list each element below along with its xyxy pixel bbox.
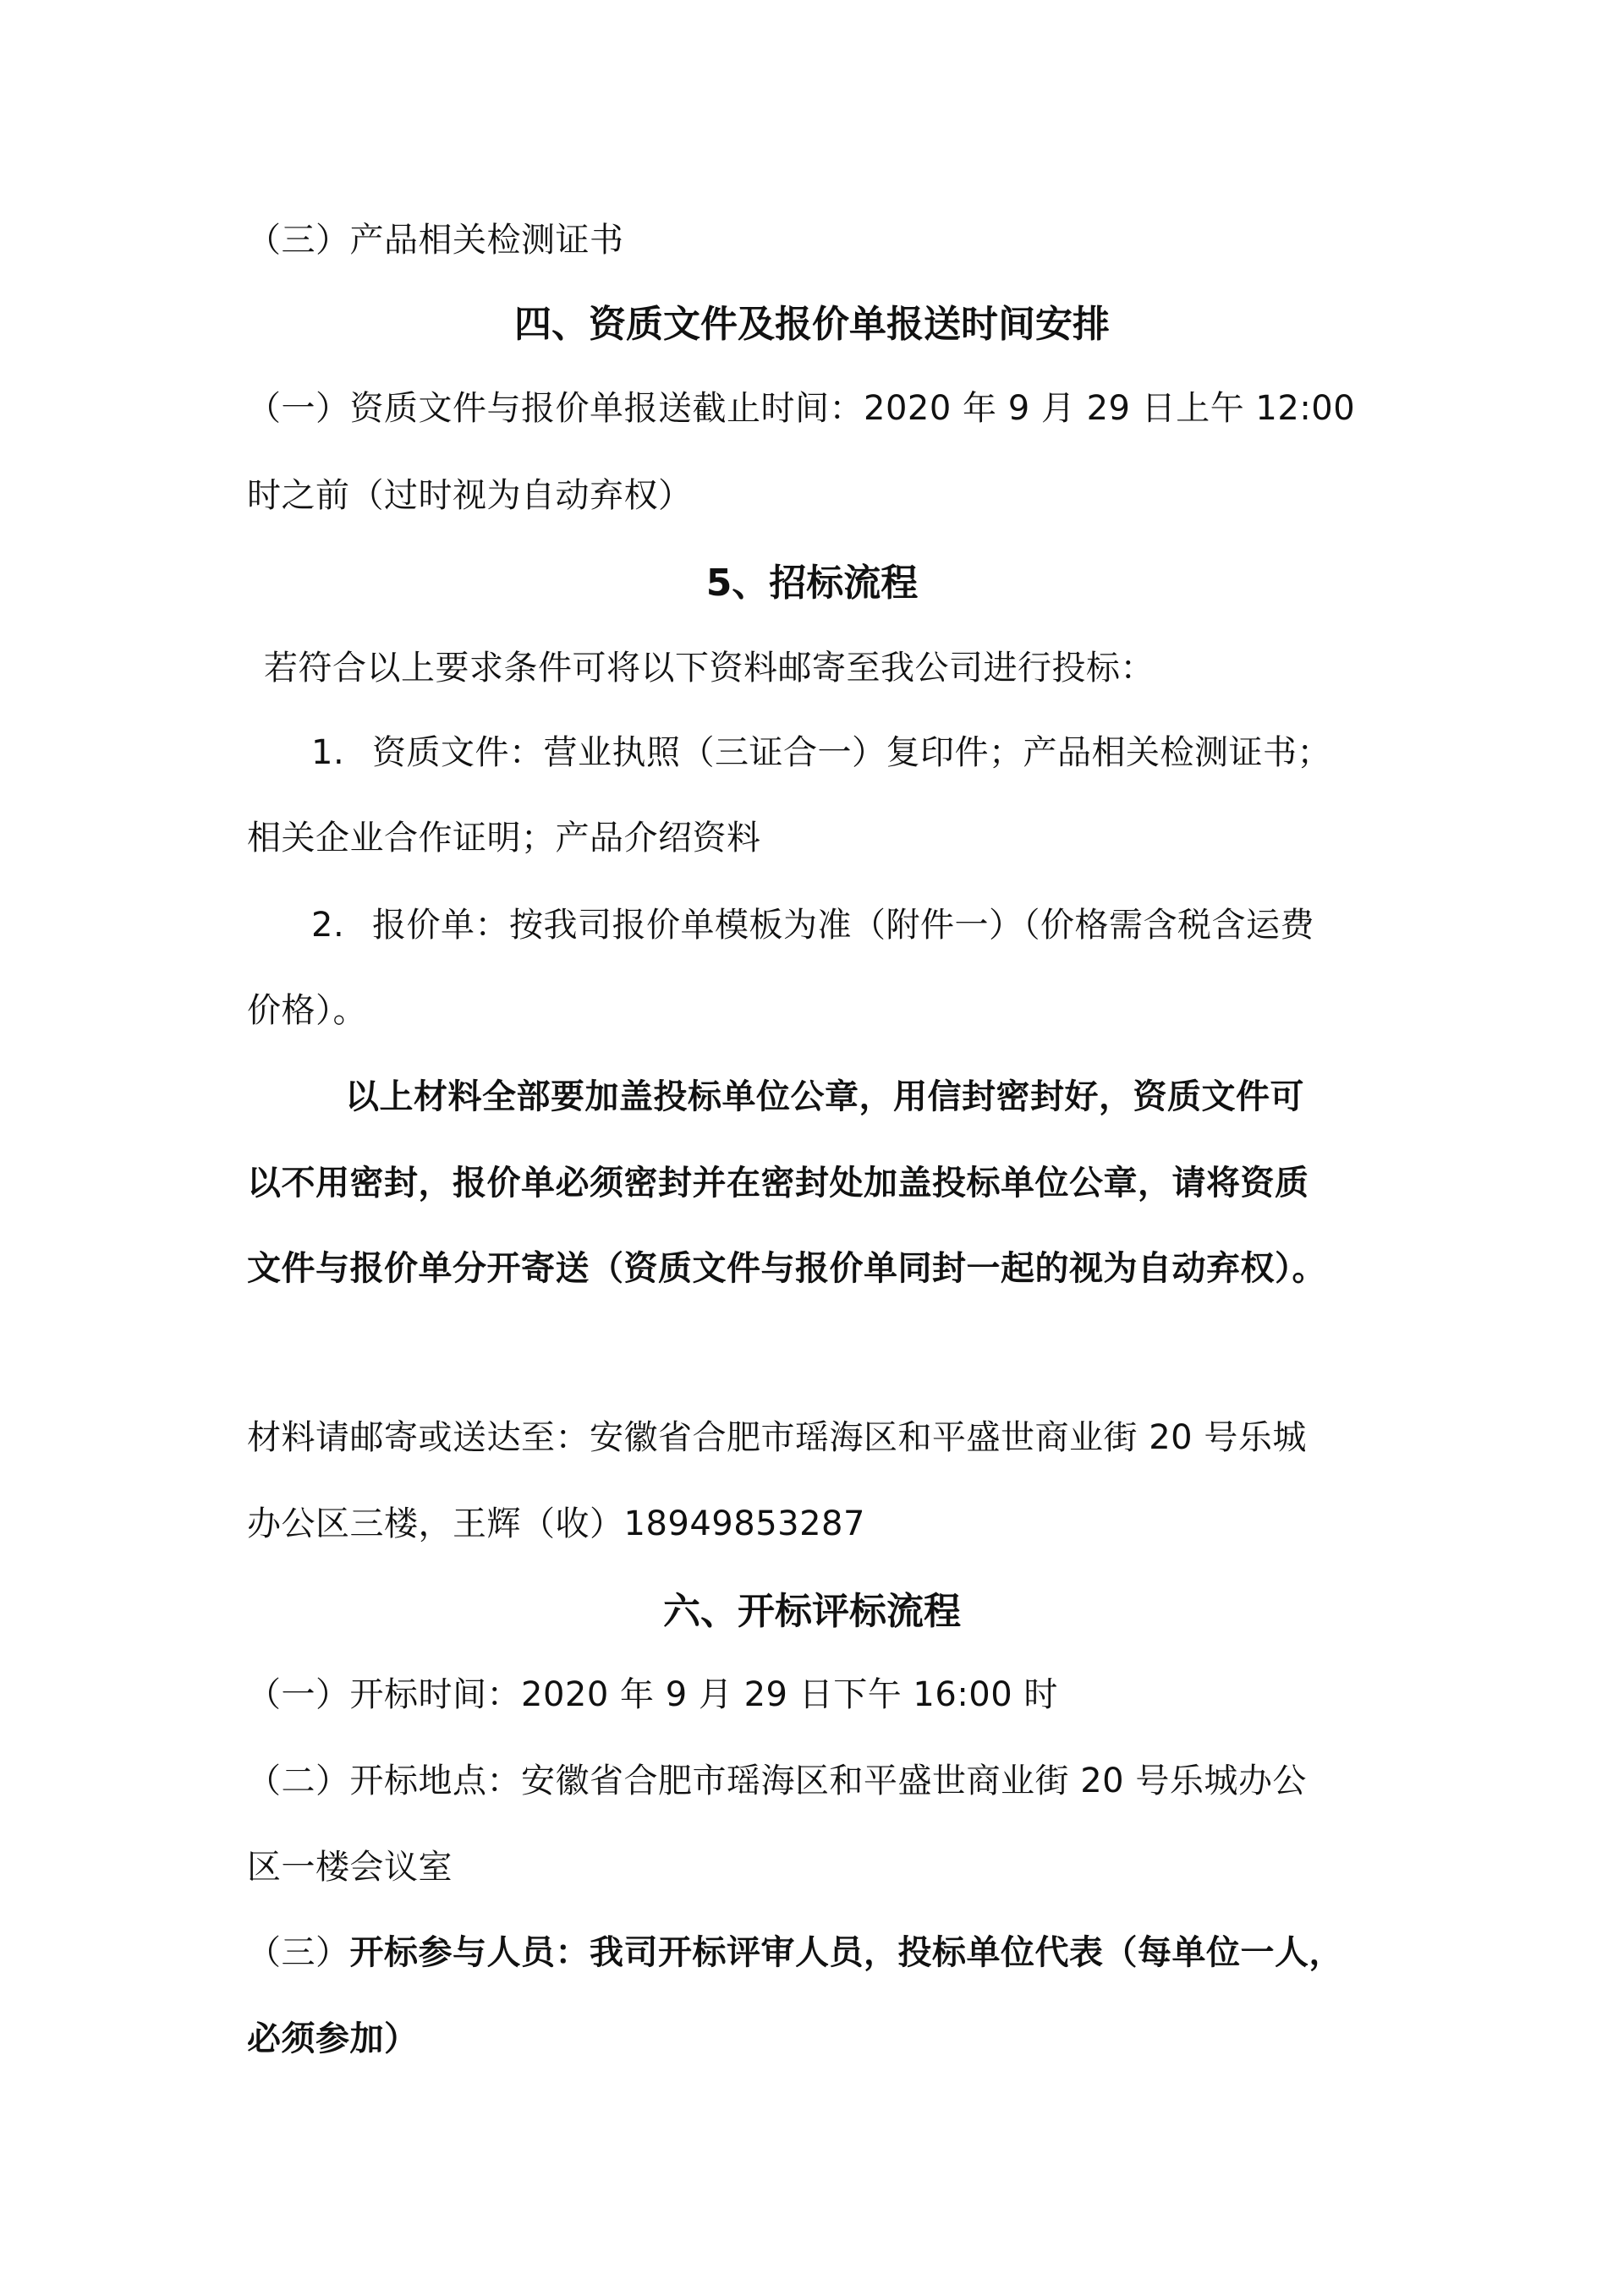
mailing-address-line-2: 办公区三楼，王辉（收）18949853287 xyxy=(247,1504,865,1543)
section-5-heading: 5、招标流程 xyxy=(705,562,919,605)
list-item-2-line-2: 价格）。 xyxy=(247,991,367,1030)
sealing-instructions-line-3: 文件与报价单分开寄送（资质文件与报价单同封一起的视为自动弃权）。 xyxy=(247,1249,1326,1288)
participants-text: 开标参与人员：我司开标评审人员，投标单位代表（每单位一人， xyxy=(349,1933,1343,1972)
section-4-paragraph-1-line-2: 时之前（过时视为自动弃权） xyxy=(247,476,693,515)
opening-location-line-1: （二）开标地点：安徽省合肥市瑶海区和平盛世商业街 20 号乐城办公 xyxy=(247,1762,1307,1800)
section-4-heading: 四、资质文件及报价单报送时间安排 xyxy=(514,303,1110,346)
section-6-heading: 六、开标评标流程 xyxy=(663,1590,961,1633)
opening-time: （一）开标时间：2020 年 9 月 29 日下午 16:00 时 xyxy=(247,1675,1058,1714)
list-item-1-line-1 xyxy=(311,729,1445,776)
list-item-2-line-1 xyxy=(311,901,1445,949)
list-item-1-line-2: 相关企业合作证明；产品介绍资料 xyxy=(247,819,761,858)
participants-line-1 xyxy=(247,1929,1380,1976)
participants-prefix: （三） xyxy=(247,1933,350,1972)
participants-line-2: 必须参加） xyxy=(247,2019,419,2058)
opening-location-line-2: 区一楼会议室 xyxy=(247,1848,453,1887)
list-item-1-number: 1. xyxy=(311,733,345,772)
section-4-paragraph-1-line-1: （一）资质文件与报价单报送截止时间：2020 年 9 月 29 日上午 12:00 xyxy=(247,389,1356,428)
sealing-instructions-line-1: 以上材料全部要加盖投标单位公章，用信封密封好，资质文件可 xyxy=(345,1077,1304,1116)
mailing-address-line-1: 材料请邮寄或送达至：安徽省合肥市瑶海区和平盛世商业街 20 号乐城 xyxy=(247,1418,1307,1457)
list-item-2-text: 报价单：按我司报价单模板为准（附件一）（价格需含税含运费 xyxy=(372,906,1314,945)
item-3-certificates: （三）产品相关检测证书 xyxy=(247,221,624,260)
sealing-instructions-line-2: 以不用密封，报价单必须密封并在密封处加盖投标单位公章，请将资质 xyxy=(247,1164,1309,1203)
list-item-1-text: 资质文件：营业执照（三证合一）复印件；产品相关检测证书； xyxy=(372,733,1331,772)
list-item-2-number: 2. xyxy=(311,906,345,945)
section-5-intro: 若符合以上要求条件可将以下资料邮寄至我公司进行投标： xyxy=(264,649,1155,688)
